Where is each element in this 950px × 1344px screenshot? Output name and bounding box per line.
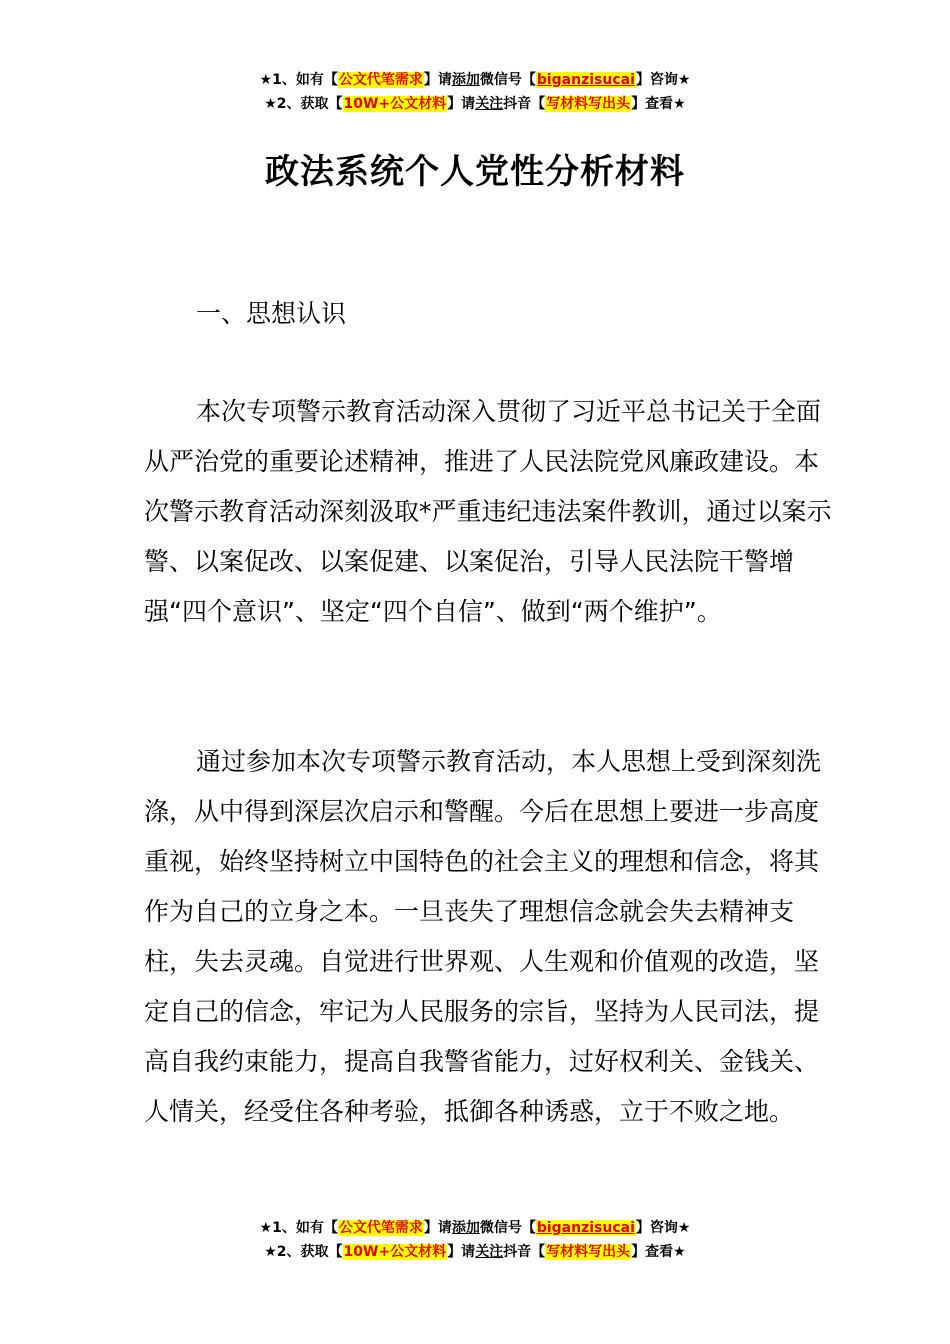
promo-underlined-text: 添加 [451,1220,480,1236]
promo-text: 】查看★ [631,96,686,112]
promo-text: 微信号【 [479,1220,536,1236]
promo-highlight: 10W+公文材料 [343,96,447,112]
promo-text: ★2、获取【 [264,96,343,112]
promo-text: 】请 [423,1220,452,1236]
promo-text: 】请 [447,1244,476,1260]
promo-underlined-text: 关注 [475,1244,504,1260]
footer-promo-banner [0,1216,950,1264]
header-promo-banner [0,68,950,116]
promo-text: 】请 [423,72,452,88]
promo-highlight-wechat-id: biganzisucai [536,72,635,88]
promo-text: 】查看★ [631,1244,686,1260]
promo-line-1 [0,1216,950,1240]
promo-line-2 [0,1240,950,1264]
body-paragraph-2: 通过参加本次专项警示教育活动，本人思想上受到深刻洗涤，从中得到深层次启示和警醒。今后在思想上要进一步高度重视，始终坚持树立中国特色的社会主义的理想和信念，将其作为自己的立身之本。一旦丧失了理想信念就会失去精神支柱，失去灵魂。自觉进行世界观、人生观和价值观的改造，坚定自己的信念，牢记为人民服务的宗旨，坚持为人民司法，提高自我约束能力，提高自我警省能力，过好权利关、金钱关、人情关，经受住各种考验，抵御各种诱惑，立于不败之地。 [144,747,822,1126]
promo-text: 】咨询★ [635,1220,691,1236]
promo-highlight: 公文代笔需求 [338,72,423,88]
promo-text: ★1、如有【 [259,72,338,88]
promo-underlined-text: 添加 [451,72,480,88]
promo-text: 】请 [447,96,476,112]
promo-underlined-text: 关注 [475,96,504,112]
promo-text: 微信号【 [479,72,536,88]
body-paragraph-1: 本次专项警示教育活动深入贯彻了习近平总书记关于全面从严治党的重要论述精神，推进了人民法院党风廉政建设。本次警示教育活动深刻汲取*严重违纪违法案件教训，通过以案示警、以案促改、以案促建、以案促治，引导人民法院干警增强“四个意识”、坚定“四个自信”、做到“两个维护”。 [144,397,832,626]
promo-line-1 [0,68,950,92]
promo-highlight-douyin-id: 写材料写出头 [546,1244,631,1260]
promo-text: ★2、获取【 [264,1244,343,1260]
promo-highlight-wechat-id: biganzisucai [536,1220,635,1236]
promo-text: 】咨询★ [635,72,691,88]
promo-highlight-douyin-id: 写材料写出头 [546,96,631,112]
promo-highlight: 10W+公文材料 [343,1244,447,1260]
promo-text: 抖音【 [503,1244,546,1260]
promo-text: ★1、如有【 [259,1220,338,1236]
section-heading: 一、思想认识 [196,299,347,328]
document-title: 政法系统个人党性分析材料 [265,152,685,192]
promo-text: 抖音【 [503,96,546,112]
promo-line-2 [0,92,950,116]
promo-highlight: 公文代笔需求 [338,1220,423,1236]
